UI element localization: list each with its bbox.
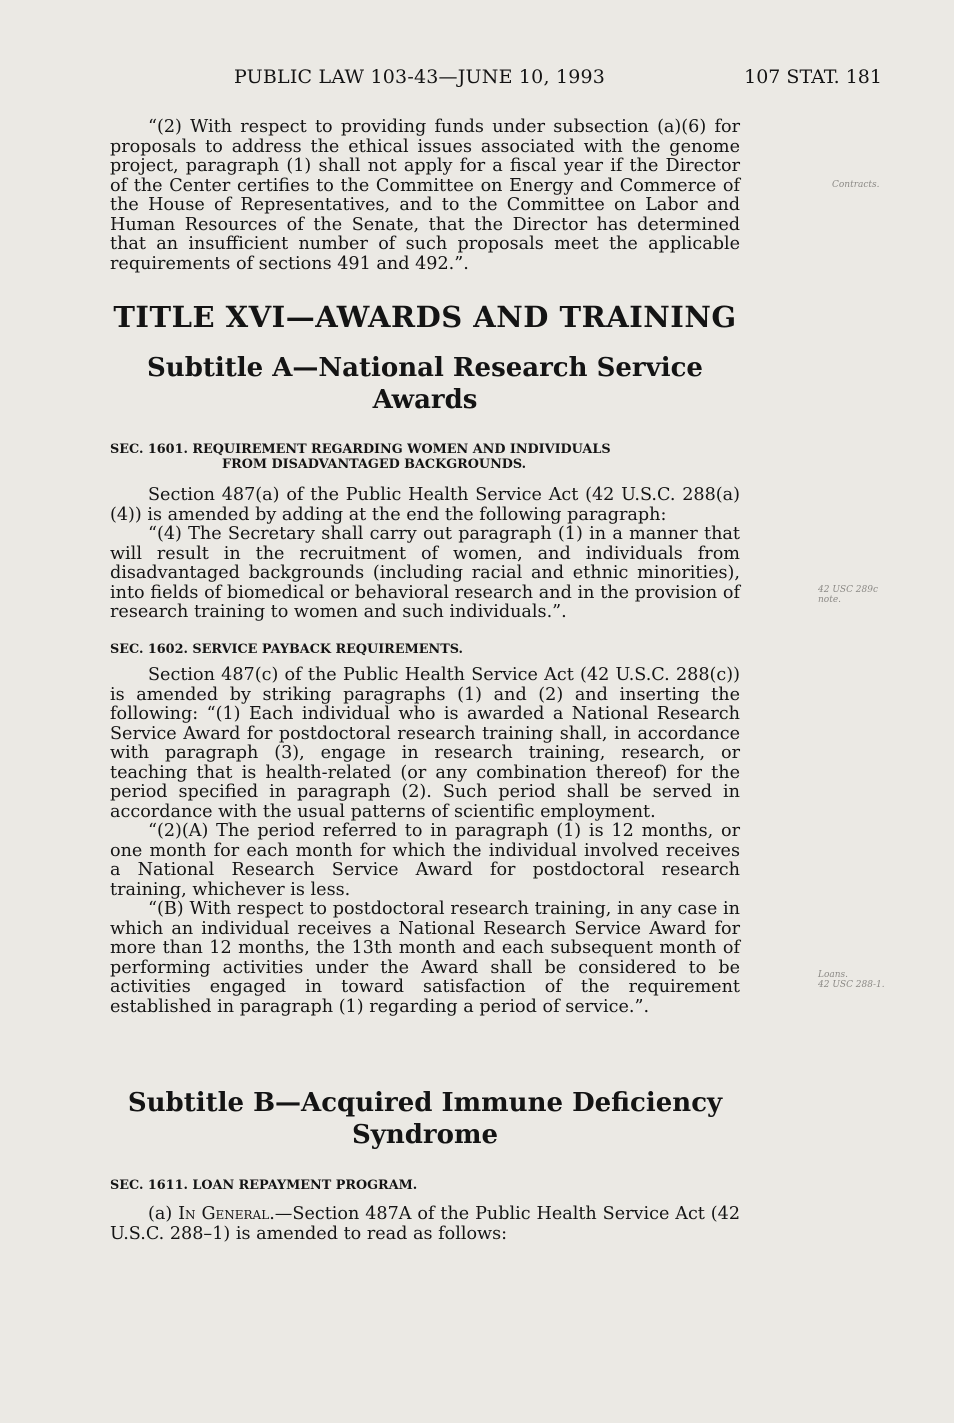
subtitle-b-line2: Syndrome bbox=[351, 1120, 499, 1150]
sec-1611-paragraph bbox=[110, 1205, 740, 1244]
subtitle-b-line1: Subtitle B—Acquired Immune Deficiency bbox=[127, 1088, 723, 1118]
sec-1611-paragraph-rest: .—Section 487A of the Public Health Service Act (42 U.S.C. 288–1) is amended to read as follows: bbox=[110, 1204, 741, 1244]
margin-note-2: 42 USC 289c note. bbox=[818, 585, 879, 605]
subtitle-b-heading bbox=[110, 1087, 740, 1151]
sec-1601-paragraph-2: “(4) The Secretary shall carry out paragraph (1) in a manner that will result in the recruitment of women, and individuals from disadvantaged backgrounds (including racial and ethnic minorities), into fields of biomedical or behavioral research and in the provision of research training to women and such individuals.”. bbox=[110, 524, 740, 622]
intro-paragraph: “(2) With respect to providing funds under subsection (a)(6) for proposals to address the ethical issues associated with the genome project, paragraph (1) shall not apply for a fiscal year if the Director of the Center certifies to the Committee on Energy and Commerce of the House of Representatives, and to the Committee on Labor and Human Resources of the Senate, that the Director has determined that an insufficient number of such proposals meet the applicable requirements of sections 491 and 492.”. bbox=[110, 117, 740, 274]
subtitle-a-heading bbox=[110, 352, 740, 416]
sec-1611-paragraph-prefix: (a) bbox=[148, 1204, 179, 1224]
sec-1602-paragraph-2: “(2)(A) The period referred to in paragraph (1) is 12 months, or one month for each month for which the individual involved receives a National Research Service Award for postdoctoral research training, whichever is less. bbox=[110, 821, 740, 900]
running-header bbox=[0, 66, 954, 92]
intro-section bbox=[110, 118, 740, 274]
sec-1611-heading: SEC. 1611. LOAN REPAYMENT PROGRAM. bbox=[110, 1178, 418, 1193]
sec-1602-paragraph-3: “(B) With respect to postdoctoral research training, in any case in which an individual receives a National Research Service Award for more than 12 months, the 13th month and each subsequent month of performing activities under the Award shall be considered to be activities engaged in toward satisfaction of the requirement established in paragraph (1) regarding a period of service.”. bbox=[110, 899, 740, 1017]
sec-1601-heading-line2: FROM DISADVANTAGED BACKGROUNDS. bbox=[222, 457, 527, 472]
subtitle-a-line1: Subtitle A—National Research Service bbox=[147, 353, 703, 383]
sec-1602-heading: SEC. 1602. SERVICE PAYBACK REQUIREMENTS. bbox=[110, 642, 463, 657]
header-law-citation: PUBLIC LAW 103-43—JUNE 10, 1993 bbox=[234, 66, 606, 88]
sec-1611 bbox=[110, 1178, 740, 1244]
sec-1601 bbox=[110, 442, 740, 623]
sec-1602 bbox=[110, 642, 740, 1017]
sec-1601-heading bbox=[110, 442, 740, 472]
sec-1602-paragraph-1: Section 487(c) of the Public Health Service Act (42 U.S.C. 288(c)) is amended by striking paragraphs (1) and (2) and inserting the following: “(1) Each individual who is awarded a National Research Service Award for postdoctoral research training shall, in accordance with paragraph (3), engage in research training, research, or teaching that is health-related (or any combination thereof) for the period specified in paragraph (2). Such period shall be served in accordance with the usual patterns of scientific employment. bbox=[110, 665, 740, 822]
margin-note-1: Contracts. bbox=[832, 180, 880, 190]
header-page-number: 107 STAT. 181 bbox=[744, 66, 882, 88]
subtitle-a-line2: Awards bbox=[372, 385, 478, 415]
sec-1601-heading-line1: SEC. 1601. REQUIREMENT REGARDING WOMEN AND INDIVIDUALS bbox=[110, 442, 611, 457]
sec-1611-paragraph-smallcaps: In General bbox=[178, 1204, 270, 1224]
margin-note-3: Loans. 42 USC 288-1. bbox=[818, 970, 885, 990]
title-heading: TITLE XVI—AWARDS AND TRAINING bbox=[113, 300, 737, 334]
sec-1601-paragraph-1: Section 487(a) of the Public Health Service Act (42 U.S.C. 288(a)(4)) is amended by adding at the end the following paragraph: bbox=[110, 485, 740, 525]
